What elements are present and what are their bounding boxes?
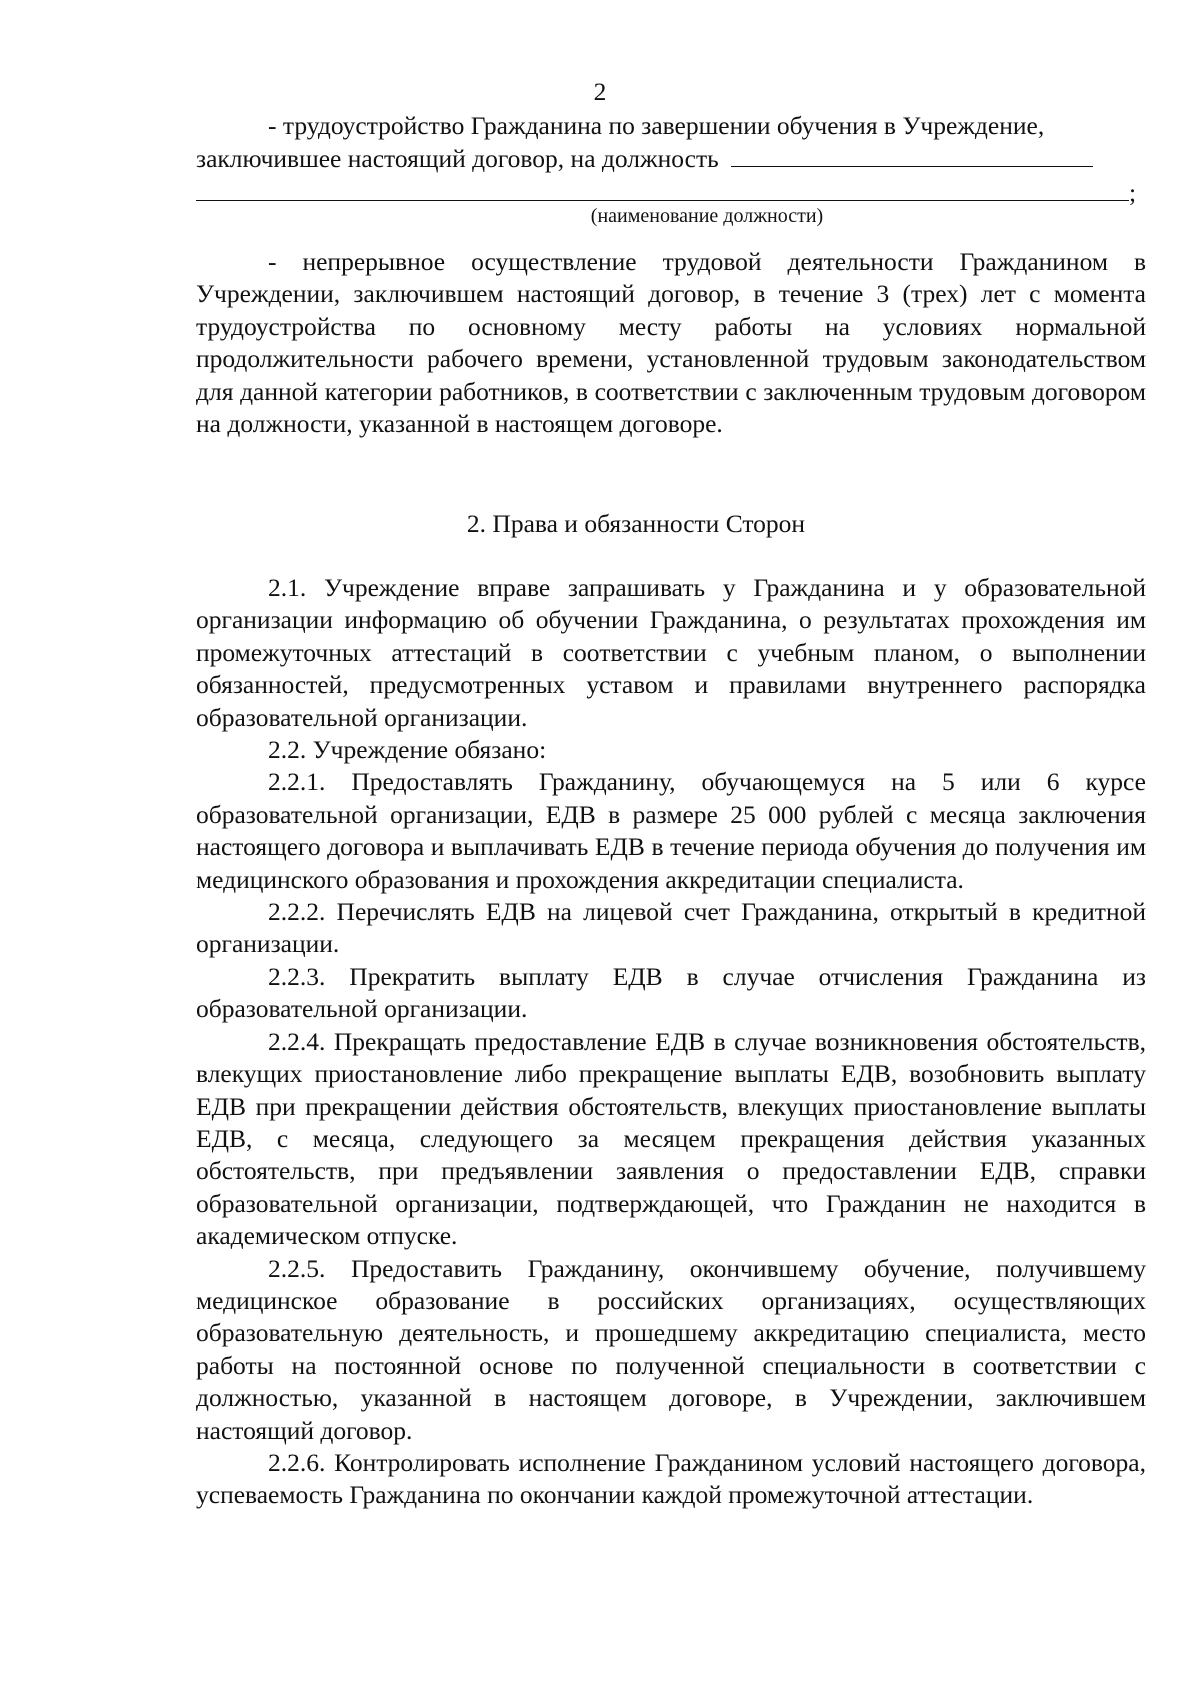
clause-2-2: 2.2. Учреждение обязано: — [268, 735, 547, 765]
position-caption: (наименование должности) — [590, 205, 824, 228]
continuous-work-block — [196, 246, 1146, 440]
clause-2-2-4: 2.2.4. Прекращать предоставление ЕДВ в случае возникновения обстоятельств, влекущих приостановление либо прекращение выплаты ЕДВ, возобновить выплату ЕДВ при прекращении действия обстоятельств, влекущих приостановление выплаты ЕДВ, с месяца, следующего за месяцем прекращения действия указанных обстоятельств, при предъявлении заявления о предоставлении ЕДВ, справки образовательной организации, подтверждающей, что Гражданин не находится в академическом отпуске. — [196, 1026, 1146, 1251]
section-heading: 2. Права и обязанности Сторон — [466, 509, 806, 538]
page-number: 2 — [593, 77, 607, 106]
intro-line-2-text: заключившее настоящий договор, на должность — [196, 144, 719, 174]
clause-2-1: 2.1. Учреждение вправе запрашивать у Гражданина и у образовательной организации информацию об обучении Гражданина, о результатах прохождения им промежуточных аттестаций в соответствии с учебным планом, о выполнении обязанностей, предусмотренных уставом и правилами внутреннего распорядка образовательной организации. — [196, 573, 1146, 732]
clause-2-2-1: 2.2.1. Предоставлять Гражданину, обучающемуся на 5 или 6 курсе образовательной организации, ЕДВ в размере 25 000 рублей с месяца заключения настоящего договора и выплачивать ЕДВ в течение периода обучения до получения им медицинского образования и прохождения аккредитации специалиста. — [196, 767, 1146, 894]
position-blank-line — [731, 142, 1093, 167]
continuous-work-paragraph: - непрерывное осуществление трудовой деятельности Гражданином в Учреждении, заключившем настоящий договор, в течение 3 (трех) лет с момента трудоустройства по основному месту работы на условиях нормальной продолжительности рабочего времени, установленной трудовым законодательством для данной категории работников, в соответствии с заключенным трудовым договором на должности, указанной в настоящем договоре. — [196, 247, 1146, 439]
clause-2-2-6: 2.2.6. Контролировать исполнение Гражданином условий настоящего договора, успеваемость Гражданина по окончании каждой промежуточной аттестации. — [196, 1447, 1146, 1510]
clause-2-2-2: 2.2.2. Перечислять ЕДВ на лицевой счет Гражданина, открытый в кредитной организации. — [196, 897, 1146, 959]
intro-line-2 — [196, 142, 1146, 175]
section-2-block — [196, 572, 1146, 1512]
position-blank-line-2 — [196, 176, 1129, 201]
intro-line-1: - трудоустройство Гражданина по завершении обучения в Учреждение, — [268, 111, 1045, 140]
clause-2-2-5: 2.2.5. Предоставить Гражданину, окончившему обучение, получившему медицинское образование в российских организациях, осуществляющих образовательную деятельность, и прошедшему аккредитацию специалиста, место работы на постоянной основе по полученной специальности в соответствии с должностью, указанной в настоящем договоре, в Учреждении, заключившем настоящий договор. — [196, 1253, 1146, 1445]
clause-2-2-3: 2.2.3. Прекратить выплату ЕДВ в случае отчисления Гражданина из образовательной организации. — [196, 961, 1146, 1024]
intro-block — [196, 110, 1146, 229]
intro-line-3-end: ; — [1129, 177, 1137, 207]
